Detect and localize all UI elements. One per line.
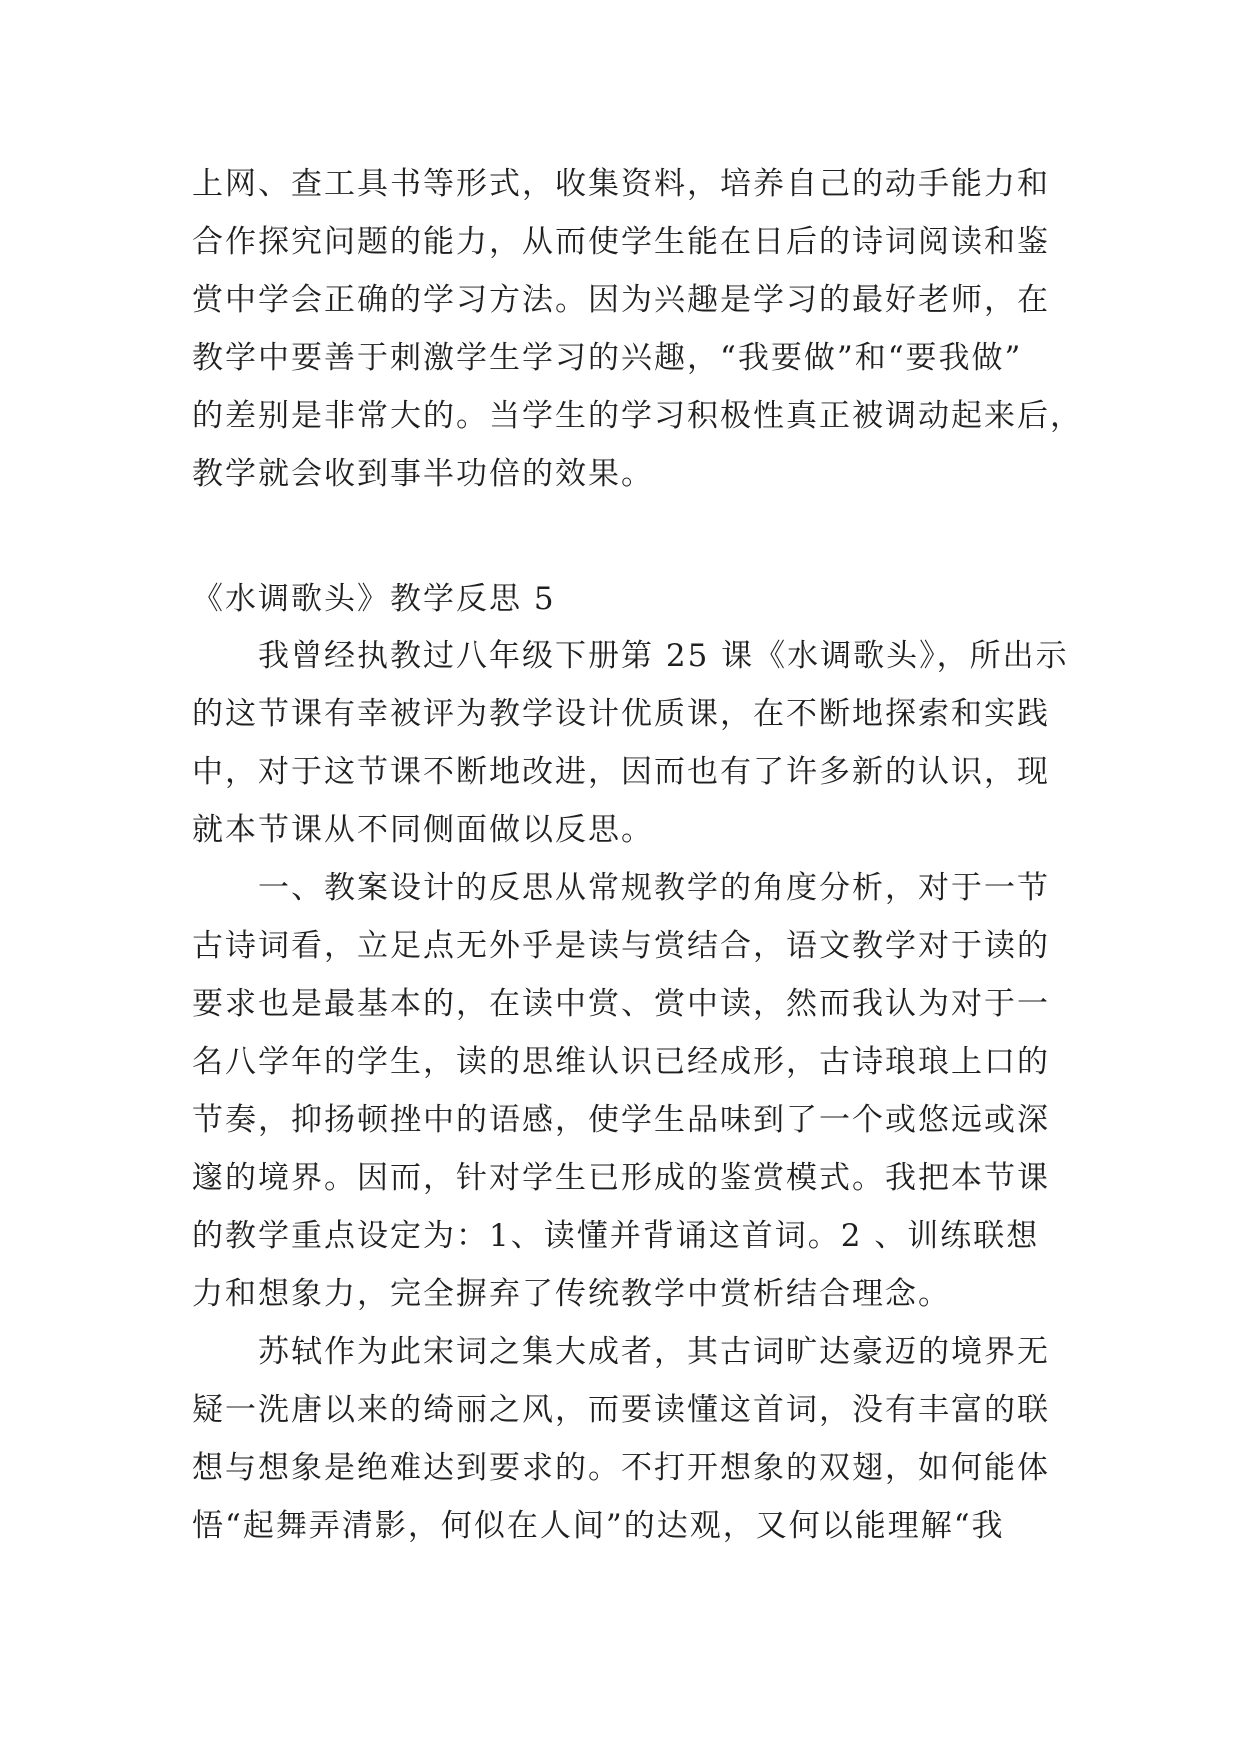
main-line-5: 一、教案设计的反思从常规教学的角度分析，对于一节 [192,870,1050,906]
main-line-12: 力和想象力，完全摒弃了传统教学中赏析结合理念。 [192,1276,951,1312]
top-line-3: 赏中学会正确的学习方法。因为兴趣是学习的最好老师，在 [192,282,1050,318]
main-line-16: 悟“起舞弄清影，何似在人间”的达观，又何以能理解“我 [192,1508,1005,1544]
section-title: 《水调歌头》教学反思 5 [192,581,556,617]
main-line-8: 名八学年的学生，读的思维认识已经成形，古诗琅琅上口的 [192,1044,1050,1080]
main-line-2: 的这节课有幸被评为教学设计优质课，在不断地探索和实践 [192,696,1050,732]
main-line-7: 要求也是最基本的，在读中赏、赏中读，然而我认为对于一 [192,986,1050,1022]
main-line-4: 就本节课从不同侧面做以反思。 [192,812,654,848]
top-line-2: 合作探究问题的能力，从而使学生能在日后的诗词阅读和鉴 [192,224,1050,260]
main-line-6: 古诗词看，立足点无外乎是读与赏结合，语文教学对于读的 [192,928,1050,964]
main-line-14: 疑一洗唐以来的绮丽之风，而要读懂这首词，没有丰富的联 [192,1392,1050,1428]
main-paragraphs [192,627,1069,1555]
main-line-9: 节奏，抑扬顿挫中的语感，使学生品味到了一个或悠远或深 [192,1102,1050,1138]
top-line-1: 上网、查工具书等形式，收集资料，培养自己的动手能力和 [192,166,1050,202]
top-line-4: 教学中要善于刺激学生学习的兴趣，“我要做”和“要我做” [192,340,1023,376]
main-line-10: 邃的境界。因而，针对学生已形成的鉴赏模式。我把本节课 [192,1160,1050,1196]
top-paragraph [192,155,1083,503]
main-line-3: 中，对于这节课不断地改进，因而也有了许多新的认识，现 [192,754,1050,790]
top-line-5: 的差别是非常大的。当学生的学习积极性真正被调动起来后， [192,398,1083,434]
section-heading-block [192,570,1052,628]
top-line-6: 教学就会收到事半功倍的效果。 [192,456,654,492]
main-line-11: 的教学重点设定为：1、读懂并背诵这首词。2 、训练联想 [192,1218,1040,1254]
main-line-1: 我曾经执教过八年级下册第 25 课《水调歌头》，所出示 [192,638,1069,674]
main-line-15: 想与想象是绝难达到要求的。不打开想象的双翅，如何能体 [192,1450,1050,1486]
main-line-13: 苏轼作为此宋词之集大成者，其古词旷达豪迈的境界无 [192,1334,1050,1370]
